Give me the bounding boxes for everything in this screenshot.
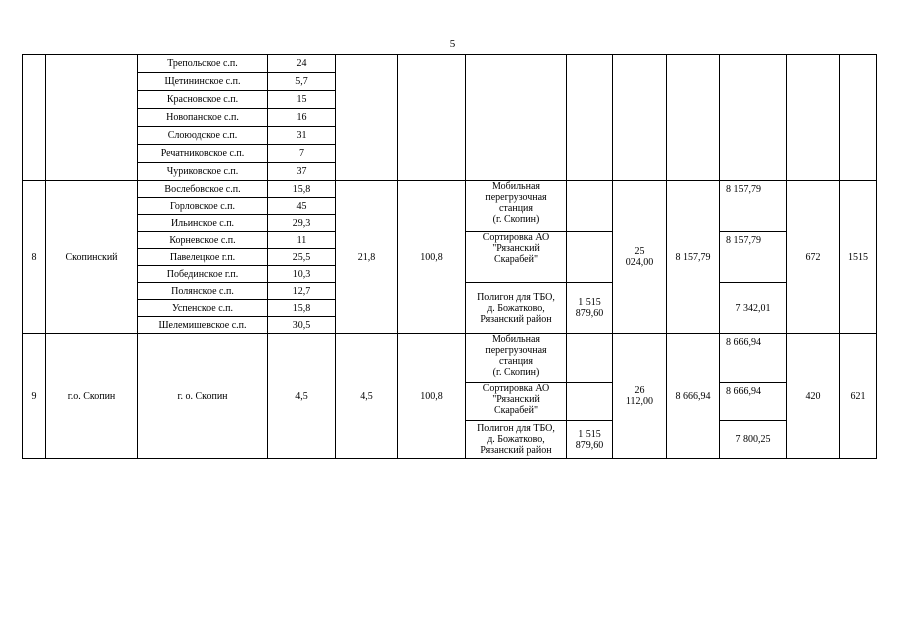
total-cell <box>613 55 667 181</box>
settlement-value: 29,3 <box>268 215 336 232</box>
settlement-value: 7 <box>268 145 336 163</box>
settlement-name: Трепольское с.п. <box>138 55 268 73</box>
col-a-cell <box>336 55 398 181</box>
settlement-name: Вослебовское с.п. <box>138 181 268 198</box>
table-row <box>23 334 877 383</box>
destination-name: Мобильная перегрузочная станция (г. Скопин) <box>466 334 567 383</box>
destination-tariff: 8 666,94 <box>720 334 787 383</box>
settlement-name: Красновское с.п. <box>138 91 268 109</box>
destination-tariff: 7 342,01 <box>720 283 787 334</box>
avg-value: 8 157,79 <box>667 181 720 334</box>
destination-name: Мобильная перегрузочная станция (г. Скопин) <box>466 181 567 232</box>
settlement-value: 4,5 <box>268 334 336 459</box>
destination-amount <box>567 334 613 383</box>
destination-name: Сортировка АО "Рязанский Скарабей" <box>466 383 567 421</box>
destination-amount <box>567 383 613 421</box>
table-row <box>23 181 877 198</box>
settlement-value: 12,7 <box>268 283 336 300</box>
destination-name: Сортировка АО "Рязанский Скарабей" <box>466 232 567 283</box>
page-number: 5 <box>449 38 456 50</box>
destination-cell <box>466 55 567 181</box>
col-y-value: 621 <box>840 334 877 459</box>
district-cell <box>46 55 138 181</box>
settlement-name: Корневское с.п. <box>138 232 268 249</box>
destination-name: Полигон для ТБО, д. Божатково, Рязанский район <box>466 421 567 459</box>
settlement-value: 15,8 <box>268 300 336 317</box>
col-y-cell <box>840 55 877 181</box>
settlement-value: 10,3 <box>268 266 336 283</box>
settlement-name: Павелецкое г.п. <box>138 249 268 266</box>
settlement-value: 45 <box>268 198 336 215</box>
destination-tariff: 8 157,79 <box>720 181 787 232</box>
district-name: г.о. Скопин <box>46 334 138 459</box>
destination-amount: 1 515 879,60 <box>567 421 613 459</box>
settlement-name: Горловское с.п. <box>138 198 268 215</box>
settlement-name: Чуриковское с.п. <box>138 163 268 181</box>
settlement-name: Успенское с.п. <box>138 300 268 317</box>
settlement-value: 15 <box>268 91 336 109</box>
col-b-value: 100,8 <box>398 181 466 334</box>
destination-tariff: 7 800,25 <box>720 421 787 459</box>
num-cell <box>23 55 46 181</box>
col-x-cell <box>787 55 840 181</box>
settlement-name: Щетининское с.п. <box>138 73 268 91</box>
settlement-value: 11 <box>268 232 336 249</box>
settlement-value: 25,5 <box>268 249 336 266</box>
avg-cell <box>667 55 720 181</box>
settlement-name: Речатниковское с.п. <box>138 145 268 163</box>
col-b-value: 100,8 <box>398 334 466 459</box>
row-number: 8 <box>23 181 46 334</box>
settlement-value: 16 <box>268 109 336 127</box>
settlement-value: 5,7 <box>268 73 336 91</box>
settlement-name: Побединское г.п. <box>138 266 268 283</box>
total-value: 26 112,00 <box>613 334 667 459</box>
total-value: 25 024,00 <box>613 181 667 334</box>
waste-tariff-table <box>22 54 877 459</box>
settlement-name: Ильинское с.п. <box>138 215 268 232</box>
destination-tariff: 8 666,94 <box>720 383 787 421</box>
row-number: 9 <box>23 334 46 459</box>
settlement-value: 15,8 <box>268 181 336 198</box>
col-a-value: 4,5 <box>336 334 398 459</box>
avg-value: 8 666,94 <box>667 334 720 459</box>
tariff-cell <box>720 55 787 181</box>
settlement-value: 31 <box>268 127 336 145</box>
destination-name: Полигон для ТБО, д. Божатково, Рязанский район <box>466 283 567 334</box>
col-a-value: 21,8 <box>336 181 398 334</box>
col-x-value: 672 <box>787 181 840 334</box>
col-y-value: 1515 <box>840 181 877 334</box>
destination-amount <box>567 181 613 232</box>
settlement-name: Новопанское с.п. <box>138 109 268 127</box>
settlement-name: Шелемишевское с.п. <box>138 317 268 334</box>
settlement-name: г. о. Скопин <box>138 334 268 459</box>
table-row <box>23 55 877 73</box>
district-name: Скопинский <box>46 181 138 334</box>
destination-tariff: 8 157,79 <box>720 232 787 283</box>
col-b-cell <box>398 55 466 181</box>
destination-amount <box>567 232 613 283</box>
settlement-name: Полянское с.п. <box>138 283 268 300</box>
settlement-value: 30,5 <box>268 317 336 334</box>
amount-cell <box>567 55 613 181</box>
col-x-value: 420 <box>787 334 840 459</box>
settlement-value: 37 <box>268 163 336 181</box>
settlement-name: Слоюодское с.п. <box>138 127 268 145</box>
destination-amount: 1 515 879,60 <box>567 283 613 334</box>
settlement-value: 24 <box>268 55 336 73</box>
